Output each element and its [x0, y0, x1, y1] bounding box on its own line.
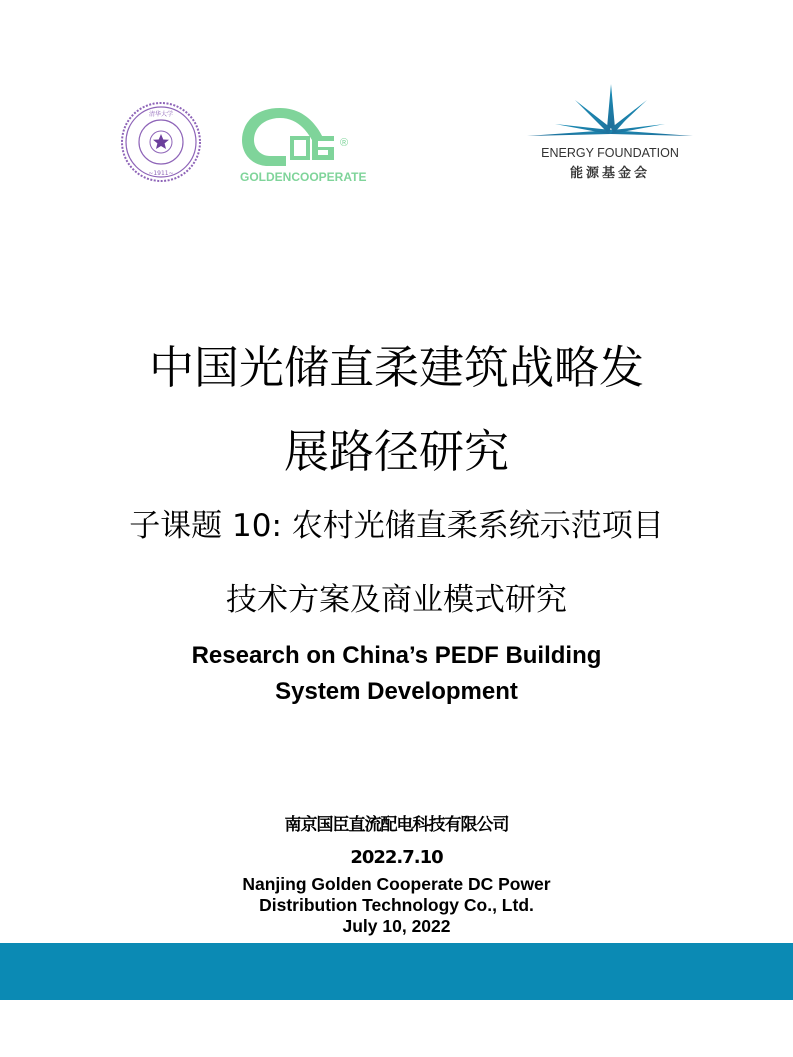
svg-text:清华大学: 清华大学	[148, 111, 174, 118]
energy-foundation-starburst-icon	[525, 84, 695, 142]
publisher-date-cn: 2022.7.10	[350, 847, 443, 868]
publisher-name-en-line-2: Distribution Technology Co., Ltd.	[259, 895, 534, 915]
goldencooperate-mark-icon	[240, 104, 370, 168]
energy-foundation-label-cn: 能源基金会	[569, 166, 650, 181]
svg-text:~1911~: ~1911~	[148, 170, 174, 177]
publisher-name-cn: 南京国臣直流配电科技有限公司	[284, 815, 509, 835]
title-line-1: 中国光储直柔建筑战略发	[148, 341, 644, 394]
goldencooperate-logo	[240, 104, 370, 186]
english-title-line-2: System Development	[275, 678, 518, 705]
publisher-date-en: July 10, 2022	[342, 916, 451, 936]
title-line-2: 展路径研究	[283, 425, 509, 478]
subtitle-line-2: 技术方案及商业模式研究	[226, 582, 567, 618]
publisher-name-en-line-1: Nanjing Golden Cooperate DC Power	[242, 874, 551, 894]
goldencooperate-label: GOLDENCOOPERATE	[240, 170, 367, 184]
subtitle-line-1: 子课题 10: 农村光储直柔系统示范项目	[129, 508, 664, 544]
footer-color-bar	[0, 943, 793, 1000]
english-title-line-1: Research on China’s PEDF Building	[191, 642, 602, 669]
tsinghua-logo	[120, 101, 202, 183]
tsinghua-seal-icon	[120, 101, 202, 183]
registered-mark: ®	[340, 137, 349, 149]
energy-foundation-label-en: ENERGY FOUNDATION	[541, 146, 679, 160]
energy-foundation-logo	[525, 84, 695, 184]
